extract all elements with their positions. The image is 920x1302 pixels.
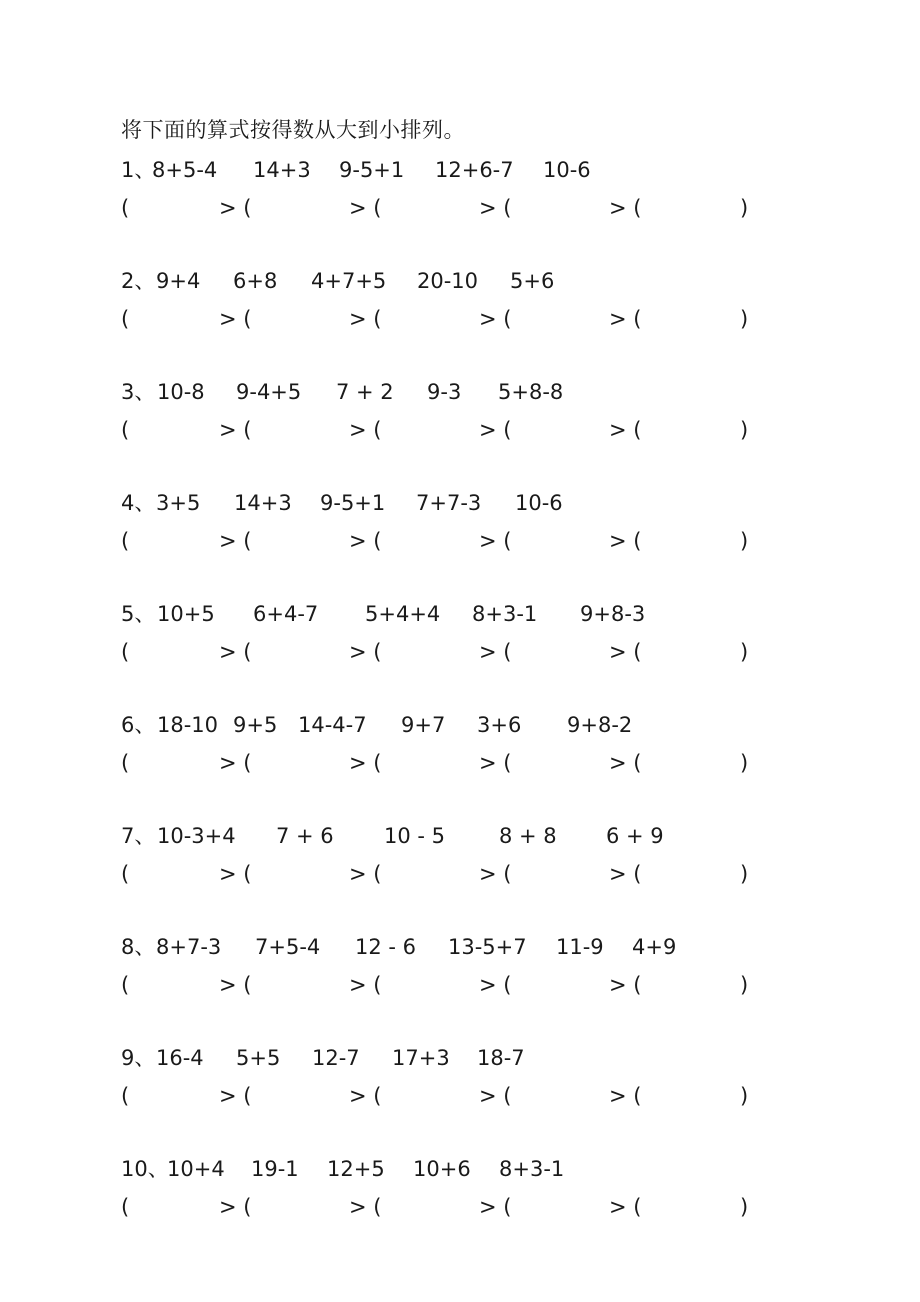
greater-than-blank: > ( [219,196,252,220]
greater-than-blank: > ( [479,529,512,553]
greater-than-blank: > ( [349,307,382,331]
open-bracket: ( [121,751,130,775]
expression: 7+5-4 [255,935,321,959]
greater-than-blank: > ( [609,418,642,442]
problem-number: 8、 [121,935,156,959]
close-bracket: ) [740,1084,749,1108]
greater-than-blank: > ( [609,973,642,997]
answer-blanks [121,749,801,777]
expression: 14+3 [253,158,311,182]
problem-item [121,933,801,1013]
expression: 12 - 6 [355,935,417,959]
close-bracket: ) [740,196,749,220]
problem-item [121,267,801,347]
greater-than-blank: > ( [479,640,512,664]
expression: 5+4+4 [365,602,441,626]
expression: 9-5+1 [339,158,405,182]
close-bracket: ) [740,529,749,553]
open-bracket: ( [121,529,130,553]
expression: 6 + 9 [606,824,664,848]
open-bracket: ( [121,196,130,220]
open-bracket: ( [121,973,130,997]
close-bracket: ) [740,1195,749,1219]
instruction-text: 将下面的算式按得数从大到小排列。 [121,118,465,142]
greater-than-blank: > ( [219,1084,252,1108]
problem-number: 7、 [121,824,156,848]
expression: 10-8 [157,380,205,404]
answer-blanks [121,527,801,555]
greater-than-blank: > ( [479,973,512,997]
answer-blanks [121,194,801,222]
problem-number: 10、 [121,1157,169,1181]
greater-than-blank: > ( [479,196,512,220]
answer-blanks [121,305,801,333]
greater-than-blank: > ( [219,751,252,775]
answer-blanks [121,638,801,666]
greater-than-blank: > ( [479,418,512,442]
problem-number: 3、 [121,380,156,404]
expression: 12-7 [312,1046,360,1070]
greater-than-blank: > ( [479,751,512,775]
expression: 19-1 [251,1157,299,1181]
problem-item [121,711,801,791]
expression: 9-5+1 [320,491,386,515]
expression: 20-10 [417,269,479,293]
greater-than-blank: > ( [349,196,382,220]
greater-than-blank: > ( [609,196,642,220]
expression: 9+8-2 [567,713,633,737]
greater-than-blank: > ( [609,1084,642,1108]
close-bracket: ) [740,862,749,886]
greater-than-blank: > ( [219,973,252,997]
problem-number: 9、 [121,1046,156,1070]
expression: 8+7-3 [156,935,222,959]
expression: 10-6 [543,158,591,182]
expression: 9+7 [401,713,446,737]
expression: 14-4-7 [298,713,367,737]
expression: 10 - 5 [384,824,446,848]
problem-item [121,600,801,680]
greater-than-blank: > ( [349,1195,382,1219]
greater-than-blank: > ( [219,862,252,886]
expression: 16-4 [156,1046,204,1070]
problem-number: 1、 [121,158,156,182]
greater-than-blank: > ( [349,1084,382,1108]
open-bracket: ( [121,418,130,442]
greater-than-blank: > ( [609,1195,642,1219]
expression: 9+4 [156,269,201,293]
expression: 12+5 [327,1157,385,1181]
problem-item [121,378,801,458]
greater-than-blank: > ( [349,640,382,664]
problem-number: 4、 [121,491,156,515]
expression: 10+5 [157,602,215,626]
greater-than-blank: > ( [349,418,382,442]
close-bracket: ) [740,973,749,997]
greater-than-blank: > ( [349,751,382,775]
expression: 9-4+5 [236,380,302,404]
greater-than-blank: > ( [219,640,252,664]
expression: 10-3+4 [157,824,236,848]
expression: 10+6 [413,1157,471,1181]
expression: 3+5 [156,491,201,515]
problem-number: 2、 [121,269,156,293]
problem-number: 5、 [121,602,156,626]
greater-than-blank: > ( [609,529,642,553]
greater-than-blank: > ( [349,973,382,997]
expression: 6+4-7 [253,602,319,626]
expression: 8 + 8 [499,824,557,848]
expression: 7 + 6 [276,824,334,848]
greater-than-blank: > ( [219,418,252,442]
problem-item [121,489,801,569]
expression: 5+6 [510,269,555,293]
problem-item [121,1044,801,1124]
expression: 7+7-3 [416,491,482,515]
problem-item [121,1155,801,1235]
close-bracket: ) [740,751,749,775]
greater-than-blank: > ( [479,1195,512,1219]
greater-than-blank: > ( [219,529,252,553]
problem-item [121,822,801,902]
open-bracket: ( [121,1084,130,1108]
expression: 17+3 [392,1046,450,1070]
expression: 5+8-8 [498,380,564,404]
expression: 18-7 [477,1046,525,1070]
answer-blanks [121,971,801,999]
greater-than-blank: > ( [479,1084,512,1108]
open-bracket: ( [121,1195,130,1219]
expression: 18-10 [157,713,219,737]
greater-than-blank: > ( [349,862,382,886]
greater-than-blank: > ( [609,307,642,331]
answer-blanks [121,416,801,444]
expression: 10+4 [167,1157,225,1181]
expression: 14+3 [234,491,292,515]
close-bracket: ) [740,307,749,331]
greater-than-blank: > ( [609,640,642,664]
expression: 12+6-7 [435,158,514,182]
expression: 3+6 [477,713,522,737]
expression: 6+8 [233,269,278,293]
problem-item [121,156,801,236]
open-bracket: ( [121,640,130,664]
greater-than-blank: > ( [609,751,642,775]
open-bracket: ( [121,307,130,331]
greater-than-blank: > ( [609,862,642,886]
expression: 7 + 2 [336,380,394,404]
greater-than-blank: > ( [349,529,382,553]
expression: 9+8-3 [580,602,646,626]
expression: 8+5-4 [152,158,218,182]
close-bracket: ) [740,640,749,664]
expression: 5+5 [236,1046,281,1070]
expression: 9-3 [427,380,462,404]
expression: 4+7+5 [311,269,387,293]
answer-blanks [121,1082,801,1110]
greater-than-blank: > ( [479,862,512,886]
close-bracket: ) [740,418,749,442]
expression: 13-5+7 [448,935,527,959]
expression: 4+9 [632,935,677,959]
greater-than-blank: > ( [219,307,252,331]
open-bracket: ( [121,862,130,886]
expression: 8+3-1 [472,602,538,626]
expression: 9+5 [233,713,278,737]
problem-number: 6、 [121,713,156,737]
expression: 11-9 [556,935,604,959]
answer-blanks [121,1193,801,1221]
answer-blanks [121,860,801,888]
greater-than-blank: > ( [219,1195,252,1219]
expression: 8+3-1 [499,1157,565,1181]
greater-than-blank: > ( [479,307,512,331]
expression: 10-6 [515,491,563,515]
